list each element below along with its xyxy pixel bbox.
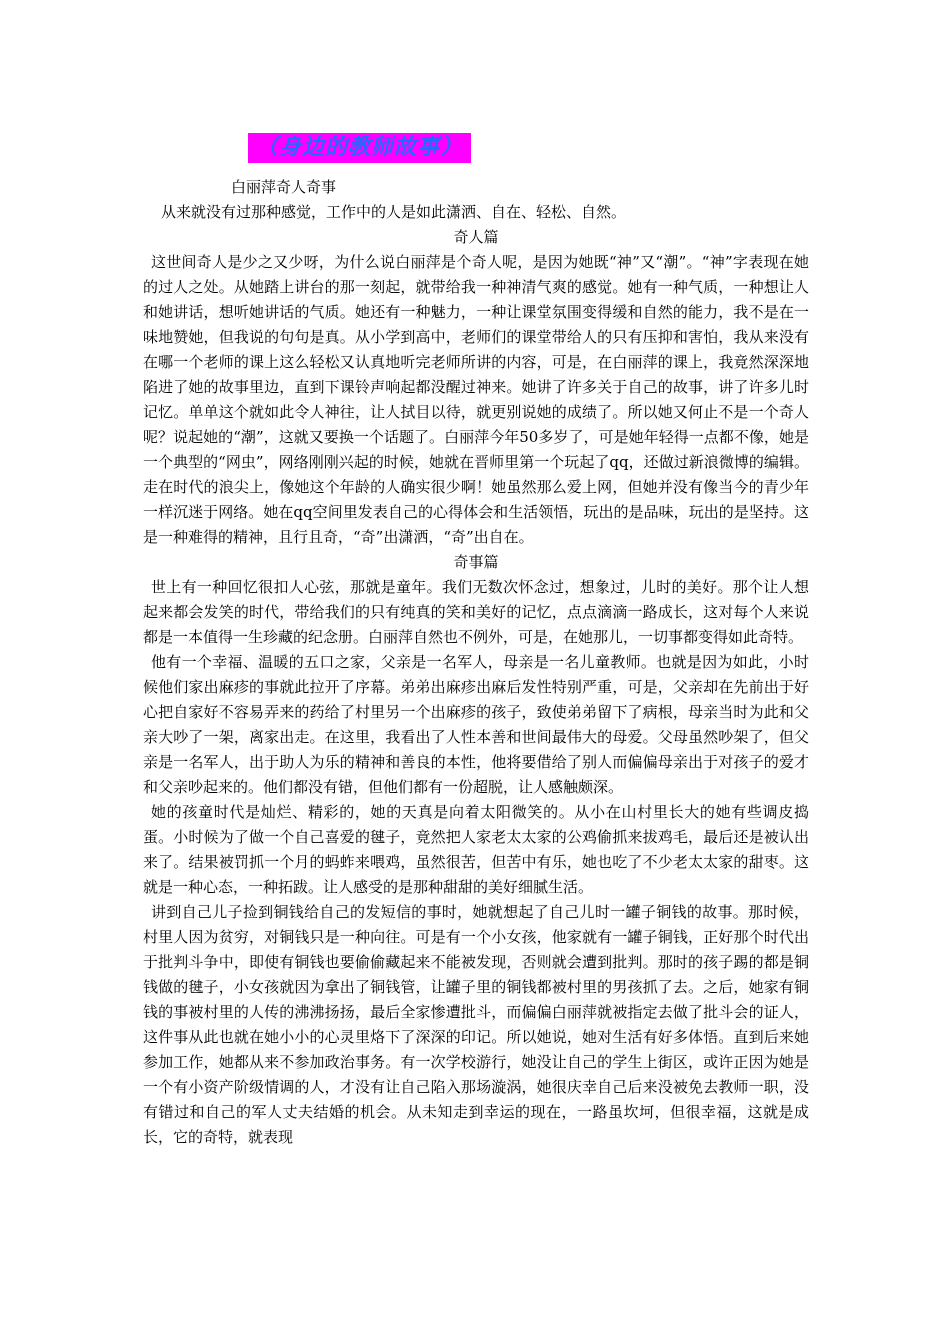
paragraph: 她的孩童时代是灿烂、精彩的，她的天真是向着太阳微笑的。从小在山村里长大的她有些调皮捣蛋。小时候为了做一个自己喜爱的毽子，竟然把人家老太太家的公鸡偷抓来拔鸡毛，最后还是被认出来了。结果被罚抓一个月的蚂蚱来喂鸡，虽然很苦，但苦中有乐，她也吃了不少老太太家的甜枣。这就是一种心态，一种拓跋。让人感受的是那种甜甜的美好细腻生活。 (143, 803, 809, 896)
intro-line: 从来就没有过那种感觉，工作中的人是如此潇洒、自在、轻松、自然。 (161, 203, 627, 221)
paragraph: 讲到自己儿子捡到铜钱给自己的发短信的事时，她就想起了自己儿时一罐子铜钱的故事。那时候，村里人因为贫穷，对铜钱只是一种向往。可是有一个小女孩，他家就有一罐子铜钱，正好那个时代出于批判斗争中，即使有铜钱也要偷偷藏起来不能被发现，否则就会遭到批判。那时的孩子踢的都是铜钱做的毽子，小女孩就因为拿出了铜钱管，让罐子里的铜钱都被村里的男孩抓了去。之后，她家有铜钱的事被村里的人传的沸沸扬扬，最后全家惨遭批斗，而偏偏白丽萍就被指定去做了批斗会的证人，这件事从此也就在她小小的心灵里烙下了深深的印记。所以她说，她对生活有好多体悟。直到后来她参加工作，她都从来不参加政治事务。有一次学校游行，她没让自己的学生上街区，或许正因为她是一个有小资产阶级情调的人，才没有让自己陷入那场漩涡，她很庆幸自己后来没被免去教师一职，没有错过和自己的军人丈夫结婚的机会。从未知走到幸运的现在，一路虽坎坷，但很幸福，这就是成长，它的奇特，就表现 (143, 903, 809, 1146)
document-body (143, 175, 809, 1150)
paragraph: 世上有一种回忆很扣人心弦，那就是童年。我们无数次怀念过，想象过，儿时的美好。那个让人想起来都会发笑的时代，带给我们的只有纯真的笑和美好的记忆，点点滴滴一路成长，这对每个人来说都是一本值得一生珍藏的纪念册。白丽萍自然也不例外，可是，在她那儿，一切事都变得如此奇特。 (143, 578, 809, 646)
article-title: 白丽萍奇人奇事 (231, 178, 337, 196)
paragraph: 这世间奇人是少之又少呀，为什么说白丽萍是个奇人呢，是因为她既“神”又“潮”。“神”字表现在她的过人之处。从她踏上讲台的那一刻起，就带给我一种神清气爽的感觉。她有一种气质，一种想让人和她讲话，想听她讲话的气质。她还有一种魅力，一种让课堂氛围变得缓和自然的能力，我不是在一味地赞她，但我说的句句是真。从小学到高中，老师们的课堂带给人的只有压抑和害怕，我从来没有在哪一个老师的课上这么轻松又认真地听完老师所讲的内容，可是，在白丽萍的课上，我竟然深深地陷进了她的故事里边，直到下课铃声响起都没醒过神来。她讲了许多关于自己的故事，讲了许多儿时记忆。单单这个就如此令人神往，让人拭目以待，就更别说她的成绩了。所以她又何止不是一个奇人呢？说起她的“潮”，这就又要换一个话题了。白丽萍今年50多岁了，可是她年轻得一点都不像，她是一个典型的“网虫”，网络刚刚兴起的时候，她就在晋师里第一个玩起了qq，还做过新浪微博的编辑。走在时代的浪尖上，像她这个年龄的人确实很少啊！她虽然那么爱上网，但她并没有像当今的青少年一样沉迷于网络。她在qq空间里发表自己的心得体会和生活领悟，玩出的是品味，玩出的是坚持。这是一种难得的精神，且行且奇，“奇”出潇洒，“奇”出自在。 (143, 253, 809, 546)
section-heading-remarkable-events: 奇事篇 (453, 553, 499, 571)
paragraph: 他有一个幸福、温暖的五口之家，父亲是一名军人，母亲是一名儿童教师。也就是因为如此，小时候他们家出麻疹的事就此拉开了序幕。弟弟出麻疹出麻后发性特别严重，可是，父亲却在先前出于好心把自家好不容易弄来的药给了村里另一个出麻疹的孩子，致使弟弟留下了病根，母亲当时为此和父亲大吵了一架，离家出走。在这里，我看出了人性本善和世间最伟大的母爱。父母虽然吵架了，但父亲是一名军人，出于助人为乐的精神和善良的本性，他将要借给了别人而偏偏母亲出于对孩子的爱才和父亲吵起来的。他们都没有错，但他们都有一份超脱，让人感触颇深。 (143, 653, 809, 796)
banner-title: （身边的教师故事） (248, 133, 471, 163)
section-heading-remarkable-person: 奇人篇 (453, 228, 499, 246)
